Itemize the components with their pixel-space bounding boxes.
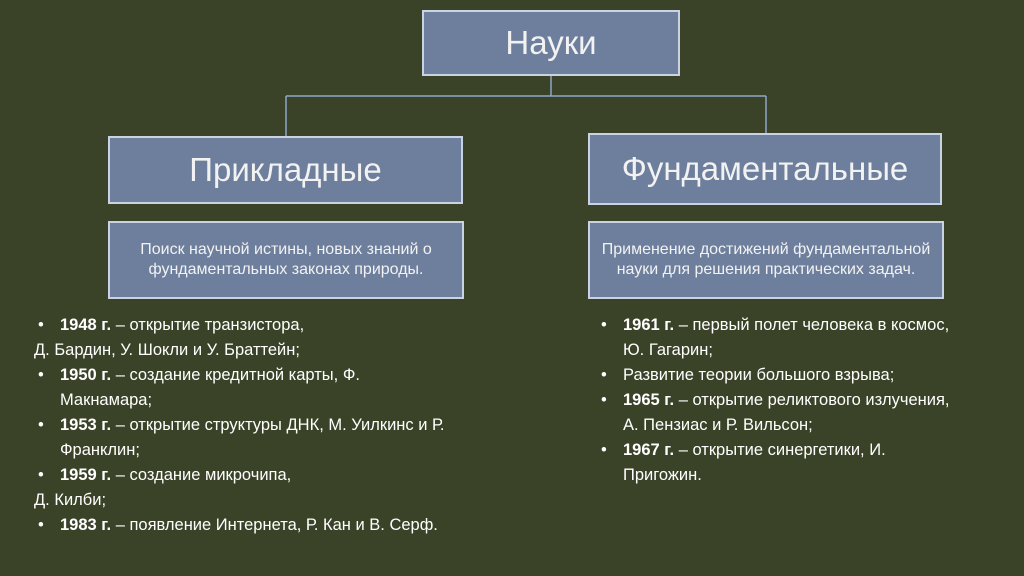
list-item-year: 1961 г. <box>623 316 675 334</box>
fundamental-description-box <box>588 221 944 299</box>
fundamental-examples-list <box>597 313 957 488</box>
list-item-text: – открытие реликтового излучения, А. Пензиас и Р. Вильсон; <box>623 391 950 434</box>
list-item-year: 1953 г. <box>60 416 112 434</box>
list-item-year: 1965 г. <box>623 391 675 409</box>
list-item-text: – открытие синергетики, И. Пригожин. <box>623 441 886 484</box>
list-item <box>34 313 454 338</box>
list-item-text: Д. Килби; <box>34 491 107 509</box>
list-item <box>34 413 454 463</box>
root-node-label: Науки <box>505 24 597 61</box>
applied-description: Поиск научной истины, новых знаний о фундаментальных законах природы. <box>140 241 432 278</box>
fundamental-node-box <box>588 133 942 205</box>
list-item <box>34 363 454 413</box>
list-item <box>34 513 454 538</box>
list-item-year: 1950 г. <box>60 366 112 384</box>
list-item-text: Развитие теории большого взрыва; <box>623 366 895 384</box>
applied-examples-list <box>34 313 454 538</box>
list-item-year: 1959 г. <box>60 466 112 484</box>
applied-node-label: Прикладные <box>189 151 382 188</box>
list-item-year: 1983 г. <box>60 516 112 534</box>
root-node-box <box>422 10 680 76</box>
list-item-text: – открытие транзистора, <box>111 316 305 334</box>
list-item-text: – создание кредитной карты, Ф. Макнамара; <box>60 366 360 409</box>
list-item <box>597 363 957 388</box>
list-item-text: – создание микрочипа, <box>111 466 292 484</box>
list-item <box>34 338 454 363</box>
list-item <box>34 463 454 488</box>
applied-description-box <box>108 221 464 299</box>
list-item <box>34 488 454 513</box>
list-item-text: Д. Бардин, У. Шокли и У. Браттейн; <box>34 341 300 359</box>
applied-node-box <box>108 136 463 204</box>
list-item-text: – первый полет человека в космос, Ю. Гагарин; <box>623 316 950 359</box>
fundamental-node-label: Фундаментальные <box>621 150 909 187</box>
list-item <box>597 313 957 363</box>
fundamental-description: Применение достижений фундаментальной науки для решения практических задач. <box>601 241 931 278</box>
list-item <box>597 438 957 488</box>
list-item-year: 1948 г. <box>60 316 112 334</box>
list-item <box>597 388 957 438</box>
list-item-text: – открытие структуры ДНК, М. Уилкинс и Р. Франклин; <box>60 416 445 459</box>
list-item-year: 1967 г. <box>623 441 675 459</box>
list-item-text: – появление Интернета, Р. Кан и В. Серф. <box>111 516 438 534</box>
